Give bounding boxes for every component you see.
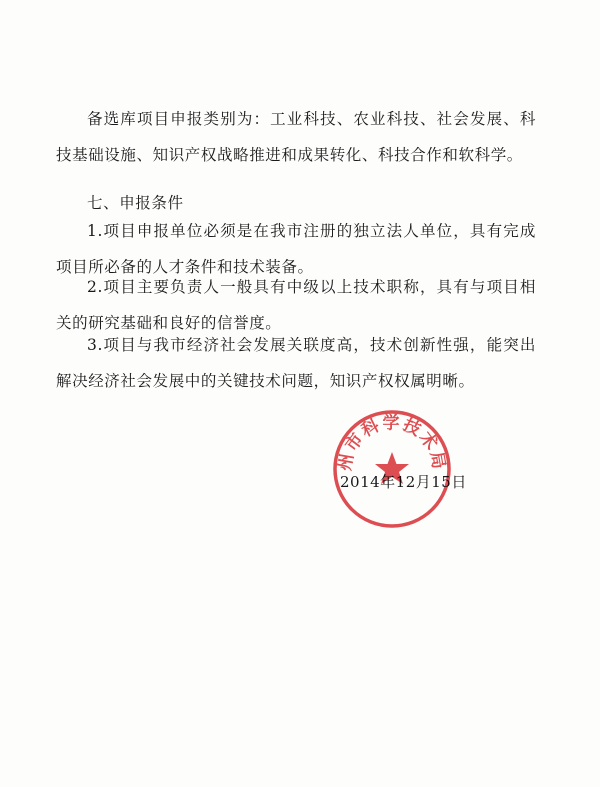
seal-text: 州市科学技术局 [335,413,449,473]
requirement-item-2: 2.项目主要负责人一般具有中级以上技术职称，具有与项目相关的研究基础和良好的信誉度。 [56,278,536,332]
requirement-item-3: 3.项目与我市经济社会发展关联度高，技术创新性强，能突出解决经济社会发展中的关键技术问题，知识产权权属明晰。 [56,336,536,390]
seal-star-icon [375,452,409,484]
requirement-item-1: 1.项目申报单位必须是在我市注册的独立法人单位，具有完成项目所必备的人才条件和技术装备。 [56,222,536,276]
document-date: 2014年12月15日 [340,473,467,491]
paragraph-application-categories: 备选库项目申报类别为：工业科技、农业科技、社会发展、科技基础设施、知识产权战略推进和成果转化、科技合作和软科学。 [56,110,536,164]
section-heading-requirements: 七、申报条件 [87,194,184,212]
official-seal-icon [331,408,453,530]
